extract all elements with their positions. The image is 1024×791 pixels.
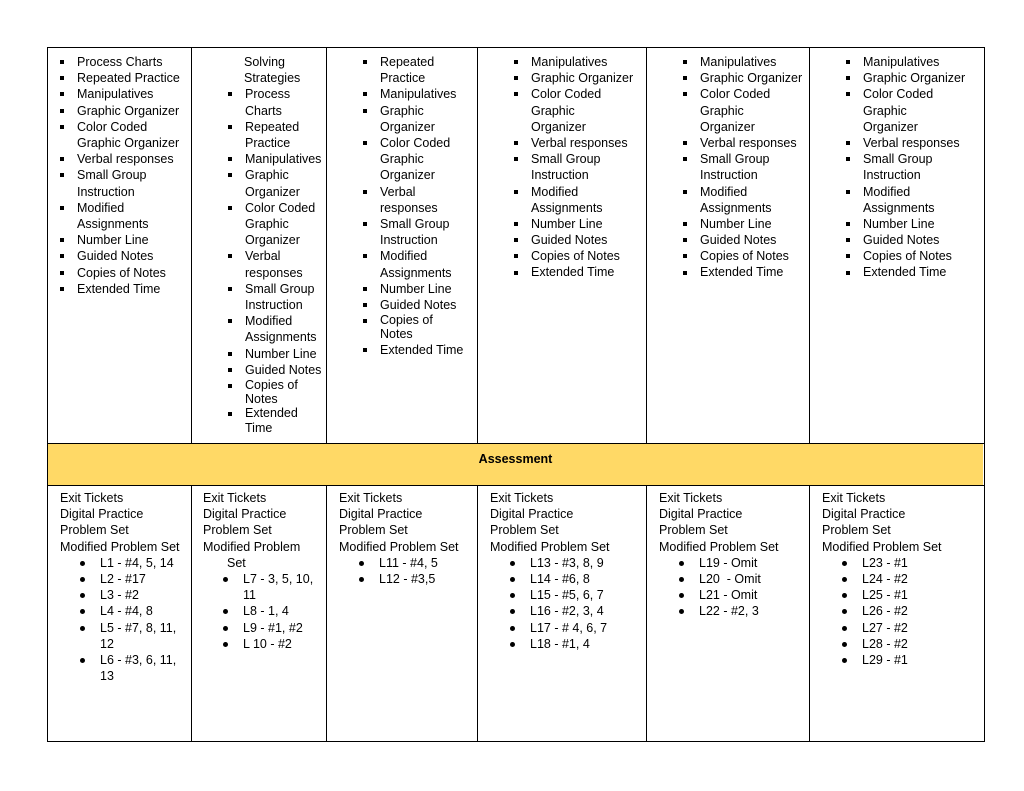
list-item: Small Group Instruction xyxy=(53,167,189,199)
col-divider-5-top xyxy=(809,47,810,443)
col-divider-3-bottom xyxy=(477,485,478,742)
list-item: Guided Notes xyxy=(356,297,474,313)
list-item: Modified Assignments xyxy=(839,184,943,216)
list-item: L9 - #1, #2 xyxy=(203,620,323,636)
list-item: L2 - #17 xyxy=(60,571,188,587)
assessment-cell-3 xyxy=(339,490,475,587)
modified-problem-label: Modified Problem xyxy=(203,539,301,554)
digital-practice-label: Digital Practice xyxy=(659,507,743,522)
list-item: L26 - #2 xyxy=(822,603,980,619)
list-item: Small Group Instruction xyxy=(507,151,611,183)
list-item: L28 - #2 xyxy=(822,636,980,652)
exit-tickets-label: Exit Tickets xyxy=(659,491,723,505)
list-item: L21 - Omit xyxy=(659,587,807,603)
list-item: Manipulatives xyxy=(221,151,324,167)
list-item: Guided Notes xyxy=(507,232,643,248)
list-item: Graphic Organizer xyxy=(676,70,806,86)
list-item: L14 - #6, 8 xyxy=(490,571,644,587)
problem-set-label: Problem Set xyxy=(490,523,559,538)
list-item: Modified Assignments xyxy=(221,313,324,345)
list-item: Modified Assignments xyxy=(356,248,474,280)
list-item: L7 - 3, 5, 10, 11 xyxy=(203,571,318,603)
list-item: Graphic Organizer xyxy=(839,70,981,86)
list-item: Guided Notes xyxy=(676,232,806,248)
list-item: Number Line xyxy=(221,346,324,362)
list-item-continued: Solving Strategies xyxy=(244,55,301,86)
list-item: Number Line xyxy=(356,281,474,297)
list-item: Repeated Practice xyxy=(356,54,474,86)
list-item: L29 - #1 xyxy=(822,652,980,668)
problem-set-label: Problem Set xyxy=(822,523,891,538)
list-item: Graphic Organizer xyxy=(53,103,189,119)
assessment-cell-5 xyxy=(659,490,807,620)
exit-tickets-label: Exit Tickets xyxy=(339,491,403,505)
modified-problem-set-label: Modified Problem Set xyxy=(490,539,610,554)
list-item: Copies of Notes xyxy=(507,248,643,264)
list-item: L11 - #4, 5 xyxy=(339,555,475,571)
list-item: Color Coded Graphic Organizer xyxy=(221,200,324,249)
col-divider-3-top xyxy=(477,47,478,443)
table-row-divider-2 xyxy=(47,485,985,486)
modified-problem-set-label: Modified Problem Set xyxy=(822,539,942,554)
problem-set-label: Problem Set xyxy=(659,523,728,538)
strategies-cell-2 xyxy=(221,54,324,435)
strategies-cell-1 xyxy=(77,54,189,297)
list-item: Manipulatives xyxy=(507,54,643,70)
list-item: Verbal responses xyxy=(676,135,806,151)
assessment-cell-2 xyxy=(203,490,325,652)
table-border-right xyxy=(984,47,985,742)
problem-set-label: Problem Set xyxy=(60,523,129,538)
list-item: L13 - #3, 8, 9 xyxy=(490,555,644,571)
col-divider-4-top xyxy=(646,47,647,443)
list-item: Extended Time xyxy=(676,265,806,279)
list-item: Color Coded Graphic Organizer xyxy=(53,119,189,151)
list-item: Copies of Notes xyxy=(356,313,440,341)
list-item: Small Group Instruction xyxy=(676,151,780,183)
assessment-header: Assessment xyxy=(478,452,553,466)
list-item: Modified Assignments xyxy=(53,200,189,232)
list-item: Verbal responses xyxy=(356,184,474,216)
list-item: Graphic Organizer xyxy=(507,70,643,86)
list-item: Number Line xyxy=(676,216,806,232)
list-item: L19 - Omit xyxy=(659,555,807,571)
table-row-divider-1 xyxy=(47,443,985,444)
assessment-cell-1 xyxy=(60,490,190,684)
strategies-cell-4 xyxy=(507,54,643,279)
list-item: Process Charts xyxy=(53,54,189,70)
list-item: Extended Time xyxy=(507,265,643,279)
list-item: Verbal responses xyxy=(53,151,189,167)
list-item: Copies of Notes xyxy=(839,248,981,264)
list-item: Graphic Organizer xyxy=(221,167,324,199)
strategies-cell-3 xyxy=(356,54,474,358)
col-divider-2-bottom xyxy=(326,485,327,742)
list-item: L4 - #4, 8 xyxy=(60,603,188,619)
list-item: L5 - #7, 8, 11, 12 xyxy=(60,620,178,652)
digital-practice-label: Digital Practice xyxy=(339,507,423,522)
list-item: L27 - #2 xyxy=(822,620,980,636)
list-item: Extended Time xyxy=(53,281,189,297)
list-item: L15 - #5, 6, 7 xyxy=(490,587,644,603)
list-item: L 10 - #2 xyxy=(203,636,323,652)
problem-set-label: Problem Set xyxy=(339,523,408,538)
list-item: Manipulatives xyxy=(356,86,474,102)
col-divider-1-bottom xyxy=(191,485,192,742)
list-item: Verbal responses xyxy=(507,135,643,151)
list-item: Small Group Instruction xyxy=(356,216,474,248)
list-item: L6 - #3, 6, 11, 13 xyxy=(60,652,180,684)
list-item: L25 - #1 xyxy=(822,587,980,603)
list-item: Number Line xyxy=(507,216,643,232)
col-divider-4-bottom xyxy=(646,485,647,742)
list-item: L23 - #1 xyxy=(822,555,980,571)
list-item: Color Coded Graphic Organizer xyxy=(507,86,621,135)
list-item: L3 - #2 xyxy=(60,587,188,603)
list-item: Manipulatives xyxy=(53,86,189,102)
list-item: Copies of Notes xyxy=(53,265,189,281)
list-item: Repeated Practice xyxy=(53,70,189,86)
exit-tickets-label: Exit Tickets xyxy=(490,491,554,505)
list-item: L22 - #2, 3 xyxy=(659,603,807,619)
list-item: Extended Time xyxy=(839,265,981,279)
modified-problem-label-continued: Set xyxy=(227,555,246,570)
list-item: L20 - Omit xyxy=(659,571,807,587)
list-item: Graphic Organizer xyxy=(356,103,474,135)
digital-practice-label: Digital Practice xyxy=(203,507,287,522)
list-item: Number Line xyxy=(53,232,189,248)
list-item: Copies of Notes xyxy=(221,378,324,406)
modified-problem-set-label: Modified Problem Set xyxy=(339,539,459,554)
list-item: Guided Notes xyxy=(221,362,324,378)
list-item: L24 - #2 xyxy=(822,571,980,587)
modified-problem-set-label: Modified Problem Set xyxy=(60,539,180,554)
list-item: Modified Assignments xyxy=(676,184,780,216)
list-item: Color Coded Graphic Organizer xyxy=(356,135,474,184)
col-divider-2-top xyxy=(326,47,327,443)
list-item: Verbal responses xyxy=(839,135,981,151)
list-item: Manipulatives xyxy=(839,54,981,70)
list-item: Extended Time xyxy=(221,406,324,434)
list-item: Verbal responses xyxy=(221,248,324,280)
list-item: Color Coded Graphic Organizer xyxy=(839,86,953,135)
list-item: Repeated Practice xyxy=(221,119,324,151)
list-item: Process Charts xyxy=(221,86,324,118)
strategies-cell-6 xyxy=(839,54,981,279)
exit-tickets-label: Exit Tickets xyxy=(822,491,886,505)
col-divider-5-bottom xyxy=(809,485,810,742)
assessment-cell-4 xyxy=(490,490,644,652)
list-item: L8 - 1, 4 xyxy=(203,603,323,619)
table-border-left xyxy=(47,47,48,742)
exit-tickets-label: Exit Tickets xyxy=(60,491,124,505)
list-item: Number Line xyxy=(839,216,981,232)
list-item: Small Group Instruction xyxy=(221,281,324,313)
exit-tickets-label: Exit Tickets xyxy=(203,491,267,505)
list-item: Guided Notes xyxy=(53,248,189,264)
assessment-header-row xyxy=(48,443,983,485)
problem-set-label: Problem Set xyxy=(203,523,272,538)
list-item: L17 - # 4, 6, 7 xyxy=(490,620,644,636)
list-item: L1 - #4, 5, 14 xyxy=(60,555,188,571)
digital-practice-label: Digital Practice xyxy=(60,507,144,522)
digital-practice-label: Digital Practice xyxy=(822,507,906,522)
list-item: Extended Time xyxy=(356,342,474,358)
list-item: Color Coded Graphic Organizer xyxy=(676,86,790,135)
list-item: Small Group Instruction xyxy=(839,151,943,183)
table-border-bottom xyxy=(47,741,985,742)
list-item: L12 - #3,5 xyxy=(339,571,475,587)
list-item: L16 - #2, 3, 4 xyxy=(490,603,644,619)
list-item: Modified Assignments xyxy=(507,184,611,216)
assessment-cell-6 xyxy=(822,490,980,668)
modified-problem-set-label: Modified Problem Set xyxy=(659,539,779,554)
list-item: Guided Notes xyxy=(839,232,981,248)
list-item: Manipulatives xyxy=(676,54,806,70)
strategies-cell-5 xyxy=(676,54,806,279)
list-item: L18 - #1, 4 xyxy=(490,636,644,652)
digital-practice-label: Digital Practice xyxy=(490,507,574,522)
col-divider-1-top xyxy=(191,47,192,443)
table-border-top xyxy=(47,47,985,48)
list-item: Copies of Notes xyxy=(676,248,806,264)
